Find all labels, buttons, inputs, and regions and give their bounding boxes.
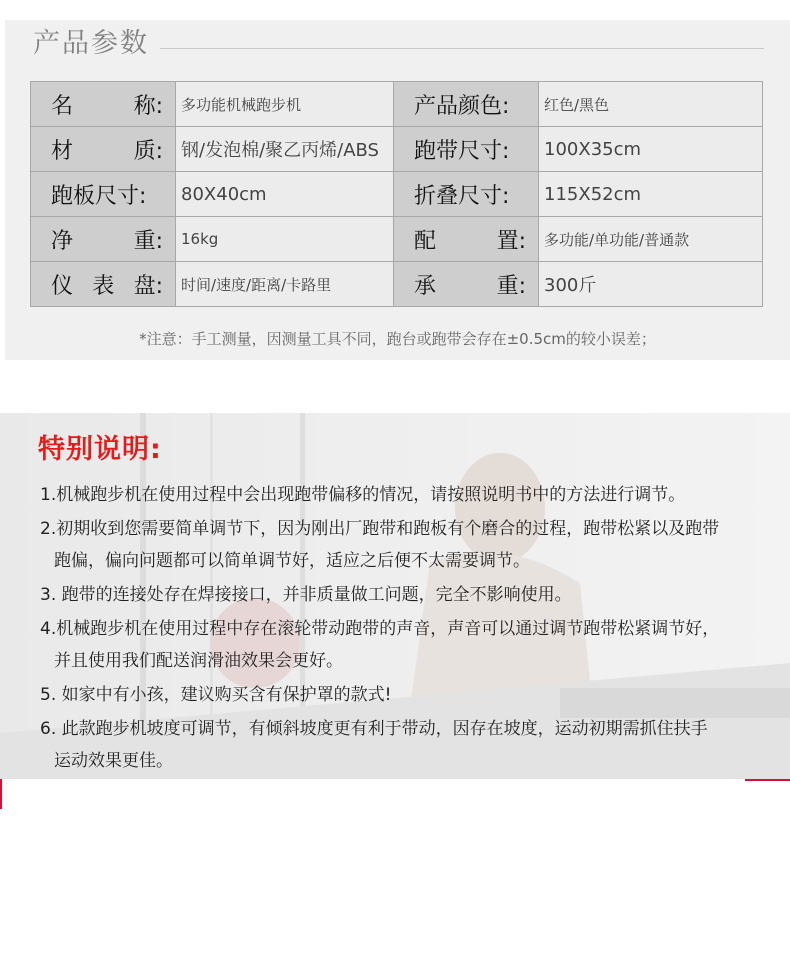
notice-item-continuation: 并且使用我们配送润滑油效果会更好。	[54, 651, 343, 671]
spec-value: 300斤	[539, 262, 763, 307]
spec-value: 115X52cm	[539, 172, 763, 217]
spec-label	[394, 172, 539, 217]
title-divider	[160, 48, 764, 49]
notice-heading: 特别说明:	[38, 434, 162, 465]
spec-label-part: 名	[51, 93, 74, 119]
spec-label	[31, 217, 176, 262]
notice-item-continuation: 跑偏，偏向问题都可以简单调节好，适应之后便不太需要调节。	[54, 551, 530, 571]
notice-item	[40, 713, 760, 777]
spec-label-part: 称:	[133, 93, 163, 119]
spec-label-part: 配	[414, 228, 437, 254]
spec-row	[31, 262, 763, 307]
spec-label	[31, 82, 176, 127]
spec-label-part: 材	[51, 138, 74, 164]
spec-value: 100X35cm	[539, 127, 763, 172]
notice-item-text: 2.初期收到您需要简单调节下，因为刚出厂跑带和跑板有个磨合的过程，跑带松紧以及跑带	[40, 519, 720, 539]
measurement-note: *注意：手工测量，因测量工具不同，跑台或跑带会存在±0.5cm的较小误差；	[139, 330, 656, 348]
spec-value: 钢/发泡棉/聚乙丙烯/ABS	[176, 127, 394, 172]
spec-row	[31, 172, 763, 217]
notice-item	[40, 513, 760, 577]
spec-label	[394, 127, 539, 172]
spec-label-part: 产品颜色:	[414, 93, 510, 119]
spec-label-part: 承	[414, 273, 437, 299]
spec-label	[31, 172, 176, 217]
notice-item-text: 1.机械跑步机在使用过程中会出现跑带偏移的情况，请按照说明书中的方法进行调节。	[40, 485, 686, 505]
spec-row	[31, 217, 763, 262]
spec-label	[394, 82, 539, 127]
spec-label-part: 置:	[496, 228, 526, 254]
spec-label	[31, 262, 176, 307]
spec-label-part: 仪	[51, 273, 74, 299]
notice-item-continuation: 运动效果更佳。	[54, 751, 173, 771]
notice-item-text: 5. 如家中有小孩，建议购买含有保护罩的款式!	[40, 685, 392, 705]
notice-item-text: 6. 此款跑步机坡度可调节，有倾斜坡度更有利于带动，因存在坡度，运动初期需抓住扶手	[40, 719, 708, 739]
spec-value: 80X40cm	[176, 172, 394, 217]
notice-item-text: 3. 跑带的连接处存在焊接接口，并非质量做工问题，完全不影响使用。	[40, 585, 572, 605]
notice-item	[40, 579, 760, 611]
spec-label-part: 折叠尺寸:	[414, 183, 510, 209]
spec-table	[30, 81, 763, 307]
spec-value: 多功能机械跑步机	[176, 82, 394, 127]
spec-value: 时间/速度/距离/卡路里	[176, 262, 394, 307]
red-edge-mark-left	[0, 779, 2, 809]
spec-row	[31, 82, 763, 127]
spec-label-part: 跑带尺寸:	[414, 138, 510, 164]
spec-label-part: 表	[92, 273, 115, 299]
spec-label-part: 重:	[496, 273, 526, 299]
notice-section	[0, 413, 790, 779]
notice-item	[40, 613, 760, 677]
notice-item	[40, 479, 760, 511]
notice-list	[40, 479, 760, 779]
notice-item	[40, 679, 760, 711]
spec-value: 红色/黑色	[539, 82, 763, 127]
notice-item-text: 4.机械跑步机在使用过程中存在滚轮带动跑带的声音，声音可以通过调节跑带松紧调节好，	[40, 619, 720, 639]
spec-label	[31, 127, 176, 172]
red-edge-mark-right	[745, 779, 790, 781]
spec-section	[5, 20, 790, 360]
spec-label-part: 重:	[133, 228, 163, 254]
spec-label	[394, 217, 539, 262]
spec-title: 产品参数	[33, 28, 149, 59]
spec-label-part: 净	[51, 228, 74, 254]
spec-label-part: 质:	[133, 138, 163, 164]
spec-label-part: 盘:	[133, 273, 163, 299]
spec-label-part: 跑板尺寸:	[51, 183, 147, 209]
spec-value: 16kg	[176, 217, 394, 262]
spec-label	[394, 262, 539, 307]
spec-value: 多功能/单功能/普通款	[539, 217, 763, 262]
spec-row	[31, 127, 763, 172]
